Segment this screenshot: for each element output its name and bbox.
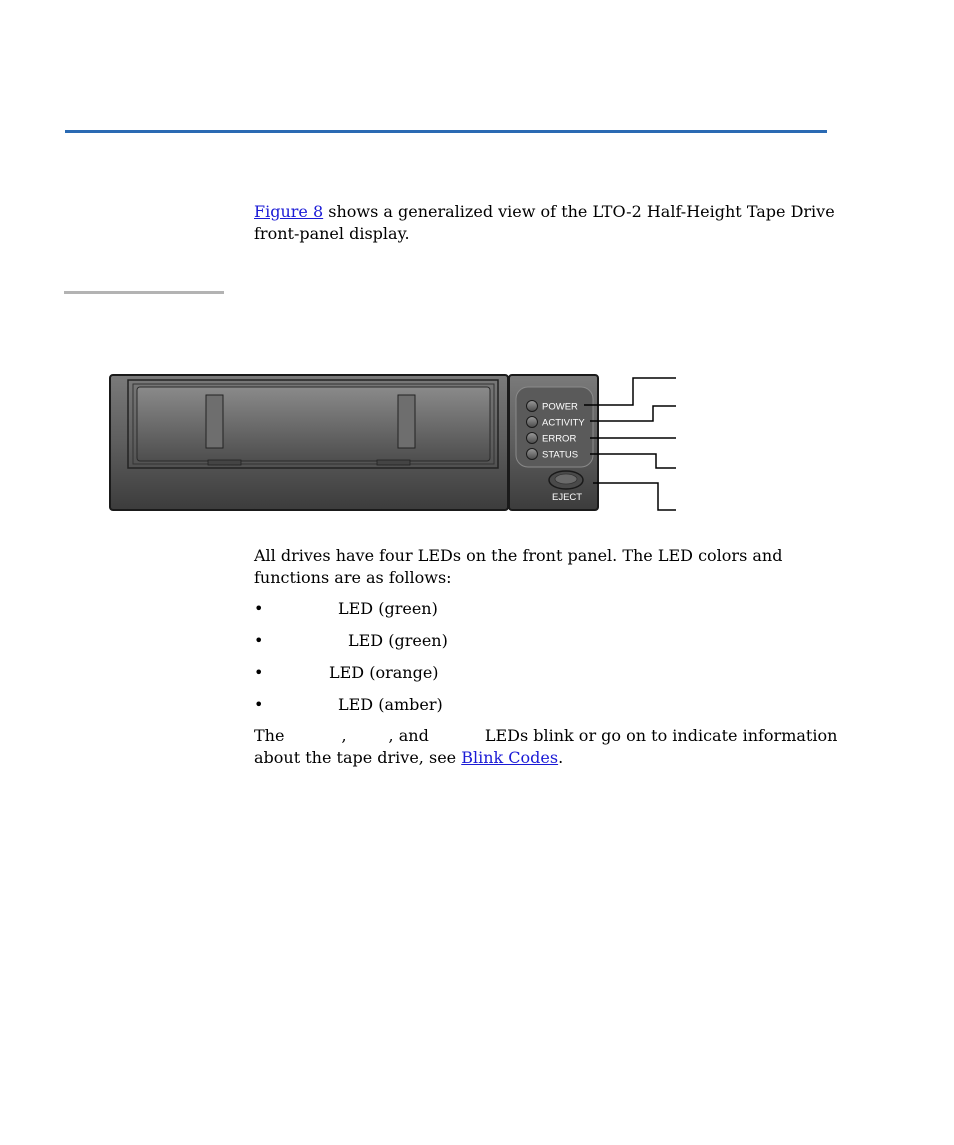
status-led-label: STATUS (542, 449, 579, 461)
error-led-label: ERROR (542, 433, 577, 445)
leds-intro-line1: All drives have four LEDs on the front panel. The LED colors and (254, 546, 783, 565)
led-list-text-error: LED (orange) (329, 663, 439, 682)
blink-comma: , (341, 726, 347, 745)
leds-intro-line2: functions are as follows: (254, 568, 452, 587)
blink-and: , and (388, 726, 429, 745)
header-rule (65, 130, 827, 133)
door-tab-right (398, 395, 415, 448)
leds-intro-paragraph (254, 545, 782, 589)
blink-codes-link[interactable]: Blink Codes (461, 748, 559, 767)
error-led-icon (527, 433, 538, 444)
eject-button-inner (555, 474, 577, 484)
led-list-text-activity: LED (green) (348, 631, 448, 650)
callout-line-eject (593, 483, 676, 510)
eject-label: EJECT (552, 492, 583, 503)
activity-led-label: ACTIVITY (542, 417, 585, 429)
callout-line-activity (590, 406, 676, 421)
blink-rest: LEDs blink or go on to indicate information (484, 726, 838, 745)
bullet-icon: • (254, 663, 264, 682)
figure-8-link[interactable]: Figure 8 (254, 202, 324, 221)
cartridge-door (137, 387, 490, 461)
bullet-icon: • (254, 695, 264, 714)
status-led-icon (527, 449, 538, 460)
power-led-label: POWER (542, 401, 578, 413)
intro-paragraph (254, 201, 835, 245)
blink-paragraph (254, 725, 837, 769)
door-tab-left (206, 395, 223, 448)
led-list-text-status: LED (amber) (338, 695, 443, 714)
callout-line-status (590, 454, 676, 468)
blink-line2: about the tape drive, see (254, 748, 462, 767)
power-led-icon (527, 401, 538, 412)
intro-text: shows a generalized view of the LTO-2 Half-Height Tape Drive (323, 202, 835, 221)
tape-drive-front-panel-illustration (0, 360, 954, 530)
intro-text-line2: front-panel display. (254, 224, 410, 243)
front-panel-figure (0, 360, 954, 530)
bullet-icon: • (254, 631, 264, 650)
activity-led-icon (527, 417, 538, 428)
blink-period: . (558, 748, 564, 767)
door-foot-right (377, 460, 410, 465)
door-foot-left (208, 460, 241, 465)
led-list-text-power: LED (green) (338, 599, 438, 618)
figure-rule (64, 291, 224, 294)
blink-the: The (254, 726, 285, 745)
bullet-icon: • (254, 599, 264, 618)
